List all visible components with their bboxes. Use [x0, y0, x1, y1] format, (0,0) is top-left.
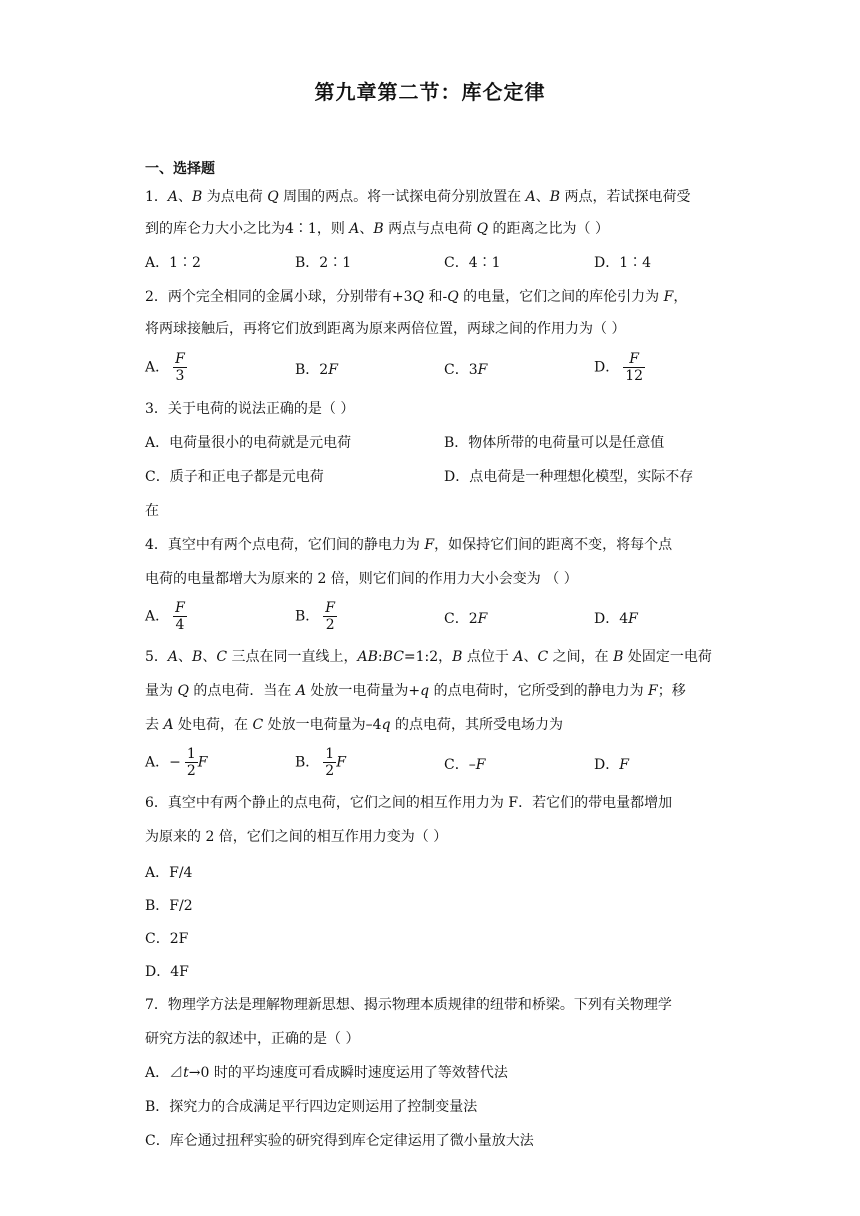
question-1-option-b[interactable]: B．2∶1 — [295, 255, 352, 271]
question-4-stem-line1: 4．真空中有两个点电荷，它们间的静电力为 F，如保持它们间的距离不变，将每个点 — [145, 537, 673, 553]
question-6-option-b[interactable]: B．F/2 — [145, 898, 193, 914]
question-1-option-c[interactable]: C．4∶1 — [444, 255, 501, 271]
question-7-option-b[interactable]: B．探究力的合成满足平行四边定则运用了控制变量法 — [145, 1099, 478, 1115]
page-title: 第九章第二节：库仑定律 — [314, 80, 546, 104]
question-1-stem-line2: 到的库仑力大小之比为4∶1，则 A、B 两点与点电荷 Q 的距离之比为（ ） — [145, 221, 609, 237]
fraction: $\frac{1}{2}$ — [186, 746, 196, 779]
question-5-option-a[interactable]: A．− $\frac{1}{2}$ F — [145, 746, 208, 779]
question-4-stem-line2: 电荷的电量都增大为原来的 2 倍，则它们间的作用力大小会变为 （ ） — [145, 571, 578, 587]
question-7-stem-line1: 7．物理学方法是理解物理新思想、揭示物理本质规律的纽带和桥梁。下列有关物理学 — [145, 997, 672, 1013]
question-4-option-b[interactable]: B． $\frac{F}{2}$ — [295, 600, 336, 633]
question-6-option-a[interactable]: A．F/4 — [145, 865, 193, 881]
fraction: $\frac{F}{3}$ — [175, 351, 185, 384]
question-2-option-c[interactable]: C．3F — [444, 362, 488, 378]
question-5-option-b[interactable]: B． $\frac{1}{2}$ F — [295, 746, 346, 779]
section-heading: 一、选择题 — [145, 161, 215, 177]
question-1-option-d[interactable]: D．1∶4 — [594, 255, 652, 271]
question-6-stem-line1: 6．真空中有两个静止的点电荷，它们之间的相互作用力为 F．若它们的带电量都增加 — [145, 795, 673, 811]
question-7-stem-line2: 研究方法的叙述中，正确的是（ ） — [145, 1031, 360, 1047]
question-2-option-a[interactable]: A． $\frac{F}{3}$ — [145, 351, 185, 384]
question-3-option-d[interactable]: D．点电荷是一种理想化模型，实际不存 — [444, 469, 694, 485]
question-1-option-a[interactable]: A．1∶2 — [145, 255, 201, 271]
fraction: $\frac{1}{2}$ — [325, 746, 335, 779]
question-5-option-d[interactable]: D．F — [594, 757, 629, 773]
question-3-option-a[interactable]: A．电荷量很小的电荷就是元电荷 — [145, 435, 352, 451]
question-7-option-a[interactable]: A．⊿t→0 时的平均速度可看成瞬时速度运用了等效替代法 — [145, 1065, 508, 1081]
question-3-stem: 3．关于电荷的说法正确的是（ ） — [145, 401, 355, 417]
question-5-stem-line2: 量为 Q 的点电荷．当在 A 处放一电荷量为+q 的点电荷时，它所受到的静电力为 F；移 — [145, 683, 686, 699]
fraction: $\frac{F}{12}$ — [625, 351, 644, 384]
question-4-option-c[interactable]: C．2F — [444, 611, 488, 627]
question-7-option-c[interactable]: C．库仑通过扭秤实验的研究得到库仑定律运用了微小量放大法 — [145, 1133, 534, 1149]
question-6-option-d[interactable]: D．4F — [145, 964, 189, 980]
question-6-stem-line2: 为原来的 2 倍，它们之间的相互作用力变为（ ） — [145, 829, 448, 845]
question-6-option-c[interactable]: C．2F — [145, 931, 189, 947]
question-2-option-d[interactable]: D． $\frac{F}{12}$ — [594, 351, 644, 384]
question-5-stem-line1: 5．A、B、C 三点在同一直线上，AB:BC=1:2，B 点位于 A、C 之间，在 B 处固定一电荷 — [145, 649, 712, 665]
question-3-option-d-continued: 在 — [145, 503, 159, 519]
fraction: $\frac{F}{4}$ — [175, 600, 185, 633]
question-1-stem-line1: 1．A、B 为点电荷 Q 周围的两点。将一试探电荷分别放置在 A、B 两点，若试探电荷受 — [145, 189, 691, 205]
question-2-stem-line1: 2．两个完全相同的金属小球，分别带有+3Q 和-Q 的电量，它们之间的库伦引力为 F， — [145, 289, 688, 305]
question-5-option-c[interactable]: C．–F — [444, 757, 486, 773]
question-5-stem-line3: 去 A 处电荷，在 C 处放一电荷量为–4q 的点电荷，其所受电场力为 — [145, 717, 563, 733]
question-3-option-b[interactable]: B．物体所带的电荷量可以是任意值 — [444, 435, 665, 451]
fraction: $\frac{F}{2}$ — [325, 600, 336, 633]
question-3-option-c[interactable]: C．质子和正电子都是元电荷 — [145, 469, 324, 485]
question-4-option-d[interactable]: D．4F — [594, 611, 638, 627]
question-2-option-b[interactable]: B．2F — [295, 362, 338, 378]
question-2-stem-line2: 将两球接触后，再将它们放到距离为原来两倍位置，两球之间的作用力为（ ） — [145, 321, 626, 337]
question-4-option-a[interactable]: A． $\frac{F}{4}$ — [145, 600, 185, 633]
